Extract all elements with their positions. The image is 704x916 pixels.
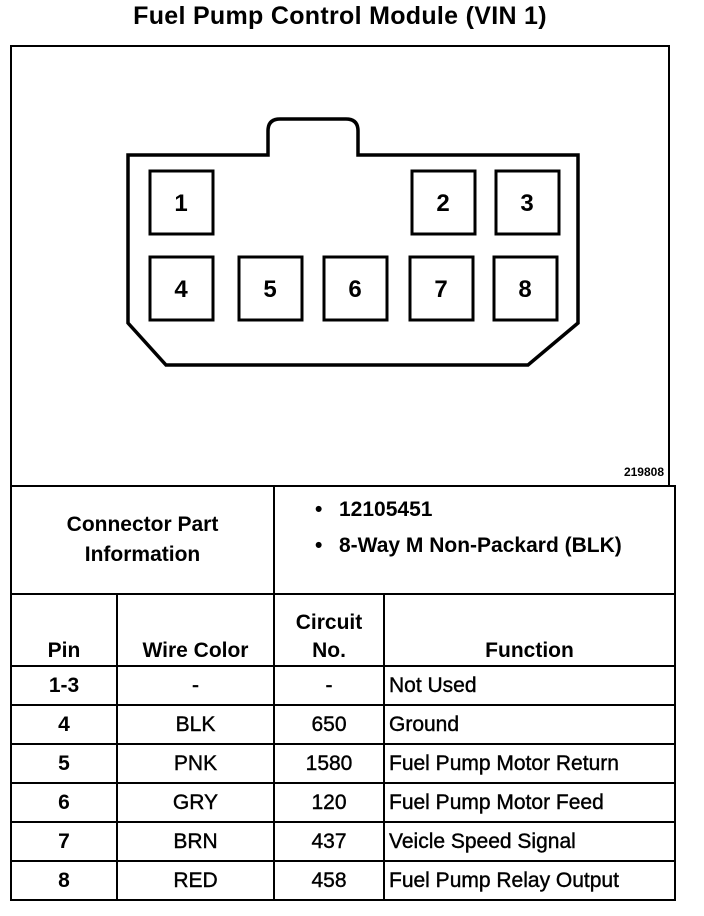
- cell-pin: 4: [11, 705, 117, 744]
- pin-cavity-2: [412, 171, 475, 234]
- pin-label-5: 5: [263, 276, 277, 303]
- pin-label-3: 3: [520, 190, 534, 217]
- pin-label-4: 4: [174, 276, 188, 303]
- cell-function: Fuel Pump Relay Output: [384, 861, 675, 900]
- connector-info-label: Connector Part Information: [11, 486, 274, 594]
- table-header-row: [11, 594, 675, 666]
- pin-cavity-6: [324, 257, 387, 320]
- connector-face: [12, 47, 672, 487]
- table-row: [11, 666, 675, 705]
- cell-wire-color: RED: [117, 861, 274, 900]
- pin-cavity-8: [494, 257, 557, 320]
- table-row: [11, 705, 675, 744]
- pin-label-2: 2: [436, 190, 450, 217]
- cell-wire-color: GRY: [117, 783, 274, 822]
- cell-circuit: 650: [274, 705, 384, 744]
- cell-function: Veicle Speed Signal: [384, 822, 675, 861]
- connector-outline: [128, 119, 578, 365]
- cell-wire-color: BLK: [117, 705, 274, 744]
- cell-wire-color: PNK: [117, 744, 274, 783]
- cell-function: Ground: [384, 705, 675, 744]
- connector-table: [10, 485, 676, 901]
- cell-function: Not Used: [384, 666, 675, 705]
- connector-diagram: [10, 45, 670, 485]
- connector-part-number: • 12105451: [315, 495, 674, 525]
- cell-pin: 7: [11, 822, 117, 861]
- cell-circuit: 437: [274, 822, 384, 861]
- table-row: [11, 861, 675, 900]
- pin-label-1: 1: [174, 190, 188, 217]
- cell-pin: 8: [11, 861, 117, 900]
- table-row: [11, 783, 675, 822]
- cell-wire-color: -: [117, 666, 274, 705]
- pin-cavity-3: [496, 171, 559, 234]
- cell-pin: 5: [11, 744, 117, 783]
- connector-info-row: [11, 486, 675, 594]
- pin-label-8: 8: [518, 276, 532, 303]
- connector-info-values: [274, 486, 675, 594]
- cell-pin: 1-3: [11, 666, 117, 705]
- pin-cavity-1: [150, 171, 213, 234]
- pin-cavity-4: [150, 257, 213, 320]
- figure-id: 219808: [623, 465, 664, 479]
- cell-function: Fuel Pump Motor Feed: [384, 783, 675, 822]
- pin-cavity-7: [410, 257, 473, 320]
- page-title: Fuel Pump Control Module (VIN 1): [133, 2, 547, 30]
- cell-circuit: 120: [274, 783, 384, 822]
- cell-pin: 6: [11, 783, 117, 822]
- cell-function: Fuel Pump Motor Return: [384, 744, 675, 783]
- cell-circuit: 1580: [274, 744, 384, 783]
- connector-type: • 8-Way M Non-Packard (BLK): [315, 531, 674, 561]
- cell-circuit: 458: [274, 861, 384, 900]
- header-function: Function: [384, 594, 675, 666]
- pin-label-6: 6: [348, 276, 362, 303]
- table-row: [11, 744, 675, 783]
- table-row: [11, 822, 675, 861]
- header-pin: Pin: [11, 594, 117, 666]
- header-wire-color: Wire Color: [117, 594, 274, 666]
- cell-circuit: -: [274, 666, 384, 705]
- pin-cavity-5: [239, 257, 302, 320]
- pin-label-7: 7: [434, 276, 448, 303]
- cell-wire-color: BRN: [117, 822, 274, 861]
- header-circuit-no: Circuit No.: [274, 594, 384, 666]
